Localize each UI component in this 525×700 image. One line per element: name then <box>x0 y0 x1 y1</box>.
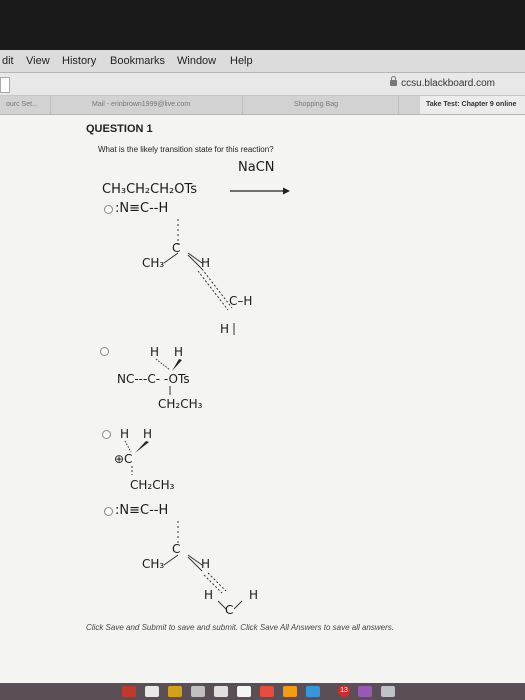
tab-label: Mail - erinbrown1999@live.com <box>92 101 191 108</box>
app-icon[interactable] <box>214 686 228 697</box>
option-c-h-left: H <box>120 427 130 441</box>
option-d-ch3: CH₃ <box>142 557 165 571</box>
test-content <box>0 115 525 683</box>
option-d-radio[interactable] <box>104 507 113 516</box>
option-a-radio[interactable] <box>104 205 113 214</box>
tab-bar <box>0 96 525 115</box>
question-text: What is the likely transition state for this reaction? <box>98 145 274 154</box>
tab-label: Take Test: Chapter 9 online <box>426 101 517 108</box>
option-b-h-right: H <box>174 345 184 359</box>
question-title: QUESTION 1 <box>86 123 153 135</box>
save-instructions: Click Save and Submit to save and submit. Click Save All Answers to save all answers. <box>86 623 394 632</box>
option-b-radio[interactable] <box>100 347 109 356</box>
tab-label: Shopping Bag <box>294 101 338 108</box>
url-field[interactable] <box>390 78 495 89</box>
tab-mail[interactable] <box>86 96 243 114</box>
reaction-arrow <box>228 186 292 196</box>
url-text: ccsu.blackboard.com <box>401 78 495 89</box>
option-d-h3: H <box>249 588 259 602</box>
option-a-h2: H <box>220 322 230 336</box>
option-b-bond <box>168 385 172 397</box>
app-icon[interactable] <box>260 686 274 697</box>
option-d-carbon: C <box>172 542 181 556</box>
back-button[interactable] <box>0 77 10 93</box>
lock-icon <box>390 80 397 86</box>
app-icon[interactable] <box>122 686 136 697</box>
option-b-ethyl: CH₂CH₃ <box>158 397 203 411</box>
menu-view[interactable]: View <box>26 55 50 67</box>
option-c-carbocation: ⊕C <box>114 452 133 466</box>
app-icon[interactable] <box>358 686 372 697</box>
option-d-h1: H <box>201 557 211 571</box>
option-c-h-right: H <box>143 427 153 441</box>
option-c-radio[interactable] <box>102 430 111 439</box>
notification-badge: 13 <box>338 685 350 697</box>
address-bar[interactable] <box>0 73 525 96</box>
option-a-nucleophile: :N≡C--H <box>115 201 169 216</box>
tab-take-test[interactable] <box>420 96 525 114</box>
app-icon[interactable] <box>145 686 159 697</box>
app-icon[interactable] <box>191 686 205 697</box>
option-c-ethyl: CH₂CH₃ <box>130 478 175 492</box>
option-a-ch: C–H <box>229 294 253 308</box>
menu-help[interactable]: Help <box>230 55 253 67</box>
menu-history[interactable]: History <box>62 55 97 67</box>
option-d-c2: C <box>225 603 234 617</box>
option-a-h1: H <box>201 256 211 270</box>
option-a-ch3: CH₃ <box>142 256 165 270</box>
tab-resource-set[interactable] <box>0 96 51 114</box>
option-c-bond <box>130 465 134 477</box>
app-icon[interactable] <box>306 686 320 697</box>
option-d-h2: H <box>204 588 214 602</box>
tab-label: ourc Set... <box>6 101 38 108</box>
menu-bookmarks[interactable]: Bookmarks <box>110 55 166 67</box>
app-icon[interactable] <box>283 686 297 697</box>
app-icon[interactable] <box>381 686 395 697</box>
menu-edit[interactable]: dit <box>2 55 14 67</box>
app-icon[interactable] <box>237 686 251 697</box>
option-a-carbon: C <box>172 241 181 255</box>
option-d-nucleophile: :N≡C--H <box>115 503 169 518</box>
tab-shopping-bag[interactable] <box>288 96 399 114</box>
option-a-bonds <box>140 215 280 345</box>
menu-bar <box>0 50 525 73</box>
dock <box>0 683 525 700</box>
menu-window[interactable]: Window <box>177 55 217 67</box>
substrate: CH₃CH₂CH₂OTs <box>102 182 197 197</box>
option-b-h-left: H <box>150 345 160 359</box>
app-icon[interactable] <box>168 686 182 697</box>
option-b-wedges <box>150 358 190 372</box>
reagent: NaCN <box>238 160 275 175</box>
option-b-transition-line: NC---C- -OTs <box>117 372 190 386</box>
